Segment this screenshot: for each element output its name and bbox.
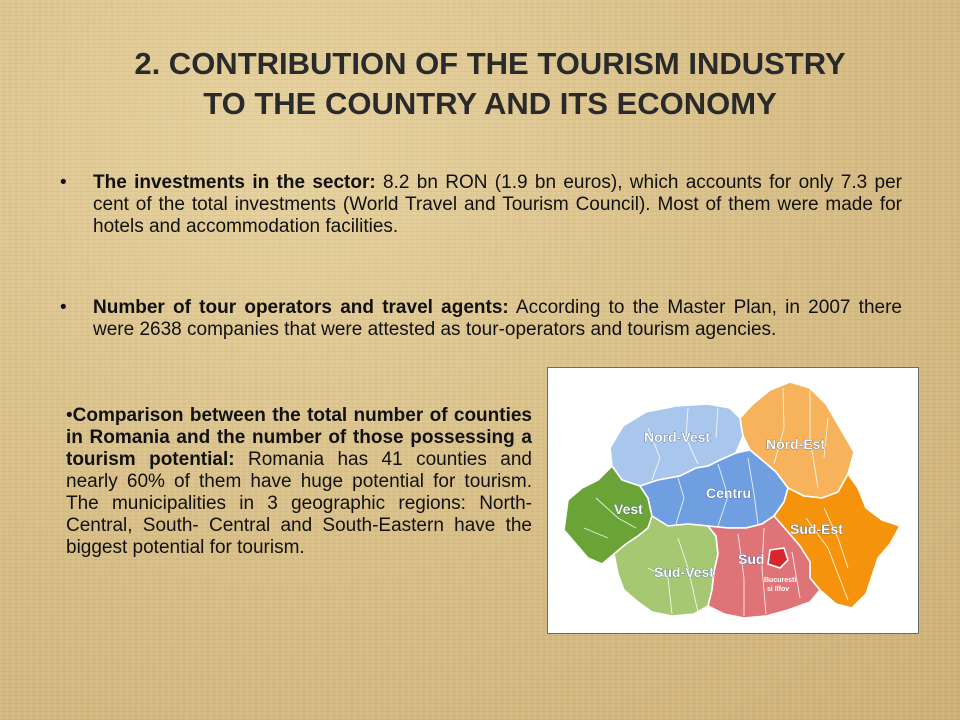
bullet-tour-operators (60, 297, 902, 341)
slide-title (40, 44, 940, 124)
bullet-investments (60, 172, 902, 238)
bullet-marker: • (60, 172, 67, 193)
bullet-marker: • (60, 297, 67, 318)
label-bucuresti: Bucuresti (764, 577, 797, 584)
label-si-ilfov: si Ilfov (767, 586, 790, 593)
bullet-body: 8.2 bn RON (1.9 bn euros), which accounts for only 7.3 per cent of the total investments (World Travel and Tourism Council). Most of them were made for hotels and accommodation facilities. (93, 172, 902, 237)
bullet-text (93, 297, 902, 341)
label-sud-vest: Sud-Vest (654, 564, 714, 580)
romania-regions-map (547, 367, 919, 634)
label-nord-vest: Nord-Vest (644, 429, 711, 445)
romania-map-svg (548, 368, 918, 633)
label-vest: Vest (614, 501, 643, 517)
comparison-body: Romania has 41 counties and nearly 60% of them have huge potential for tourism. The municipalities in 3 geographic regions: North-Central, South- Central and South-Eastern have the biggest potential for tourism. (66, 449, 532, 558)
slide-title-line-1: 2. CONTRIBUTION OF THE TOURISM INDUSTRY (134, 46, 846, 81)
comparison-lead: Comparison between the total number of counties in Romania and the number of those possessing a tourism potential: (66, 405, 532, 470)
comparison-marker: • (66, 405, 73, 426)
label-sud: Sud (738, 551, 765, 567)
label-nord-est: Nord-Est (766, 436, 826, 452)
bullet-text (93, 172, 902, 238)
bullet-body: According to the Master Plan, in 2007 there were 2638 companies that were attested as tour-operators and tourism agencies. (93, 297, 902, 340)
bullet-lead: Number of tour operators and travel agents: (93, 297, 509, 318)
label-centru: Centru (706, 485, 752, 501)
slide-title-line-2: TO THE COUNTRY AND ITS ECONOMY (203, 86, 777, 121)
comparison-paragraph (66, 405, 532, 559)
label-sud-est: Sud-Est (790, 521, 843, 537)
bullet-lead: The investments in the sector: (93, 172, 376, 193)
